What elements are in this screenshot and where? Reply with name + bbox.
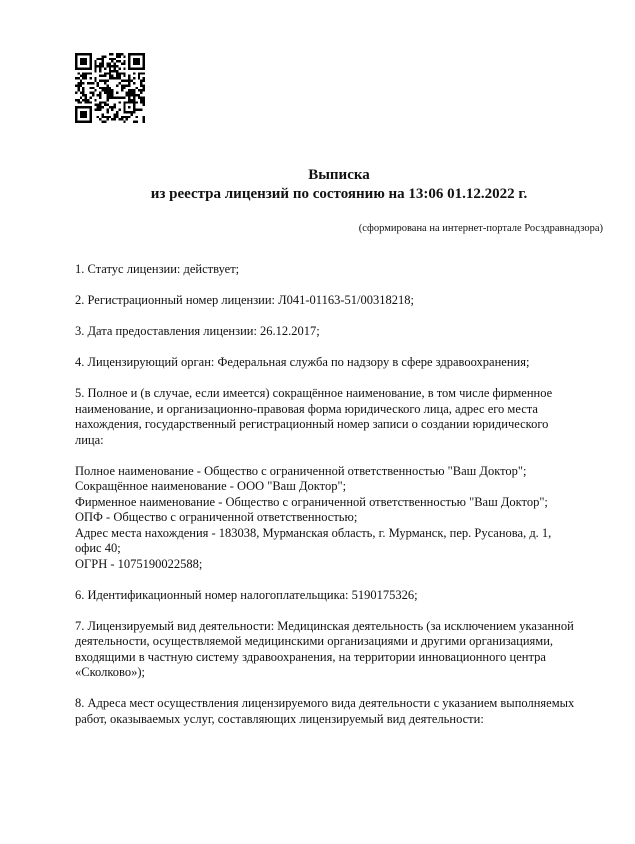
document-subtitle: (сформирована на интернет-портале Росздравнадзора) — [358, 223, 603, 234]
paragraph — [75, 262, 575, 278]
qr-code-icon — [75, 53, 145, 123]
paragraph — [75, 588, 575, 604]
text-line: 7. Лицензируемый вид деятельности: Медицинская деятельность (за исключением указанной деятельности, осуществляемой медицинскими организациями и другими организациями, входящими в частную систему здравоохранения, на территории инновационного центра «Сколково»); — [75, 618, 574, 679]
paragraph — [75, 464, 575, 573]
text-line: 5. Полное и (в случае, если имеется) сокращённое наименование, в том числе фирменное наименование, и организационно-правовая форма юридического лица, адрес его места нахождения, государственный регистрационный номер записи о создании юридического лица: — [75, 386, 553, 447]
paragraph — [75, 386, 575, 448]
text-line: ОПФ - Общество с ограниченной ответственностью; — [75, 510, 358, 524]
text-line: Полное наименование - Общество с ограниченной ответственностью "Ваш Доктор"; — [75, 463, 527, 478]
text-line: 3. Дата предоставления лицензии: 26.12.2017; — [75, 324, 320, 338]
text-line: 2. Регистрационный номер лицензии: Л041-01163-51/00318218; — [75, 293, 414, 307]
text-line: Фирменное наименование - Общество с ограниченной ответственностью "Ваш Доктор"; — [75, 494, 548, 509]
paragraph — [75, 619, 575, 681]
text-line: 6. Идентификационный номер налогоплательщика: 5190175326; — [75, 587, 418, 602]
document-body — [75, 262, 575, 727]
text-line: 8. Адреса мест осуществления лицензируемого вида деятельности с указанием выполняемых работ, оказываемых услуг, составляющих лицензируемый вид деятельности: — [75, 696, 575, 726]
text-line: 4. Лицензирующий орган: Федеральная служба по надзору в сфере здравоохранения; — [75, 355, 530, 369]
text-line: ОГРН - 1075190022588; — [75, 556, 203, 571]
title-line-2: из реестра лицензий по состоянию на 13:06 01.12.2022 г. — [150, 186, 528, 202]
text-line: Сокращённое наименование - ООО "Ваш Доктор"; — [75, 479, 347, 493]
text-line: 1. Статус лицензии: действует; — [75, 262, 240, 276]
document-title — [75, 166, 603, 204]
document-content — [75, 166, 603, 743]
paragraph — [75, 696, 575, 727]
title-line-1: Выписка — [308, 167, 370, 183]
paragraph — [75, 324, 575, 340]
paragraph — [75, 355, 575, 371]
paragraph — [75, 293, 575, 309]
text-line: Адрес места нахождения - 183038, Мурманская область, г. Мурманск, пер. Русанова, д. 1, офис 40; — [75, 525, 552, 555]
